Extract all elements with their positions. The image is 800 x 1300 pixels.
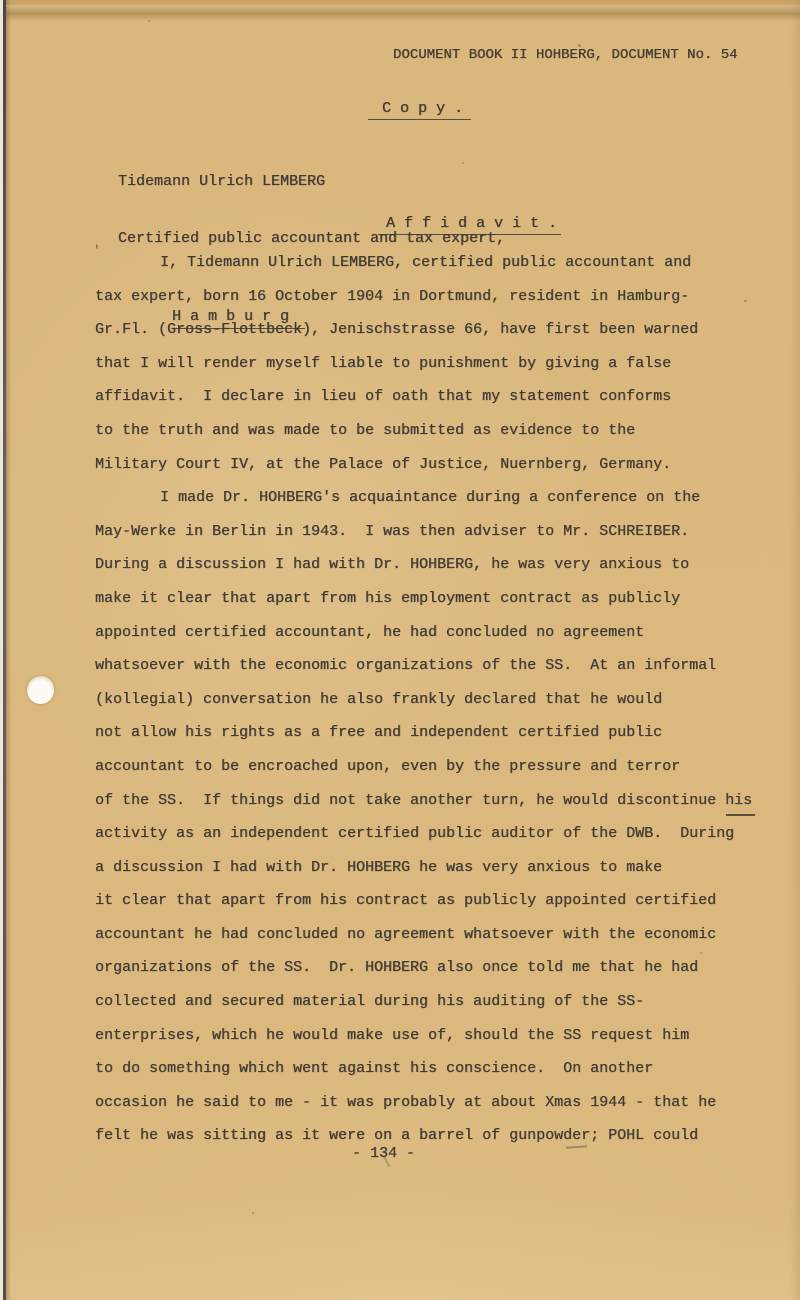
typed-line: Military Court IV, at the Palace of Justice, Nuernberg, Germany. <box>95 455 672 473</box>
typed-line: whatsoever with the economic organizations of the SS. At an informal <box>95 657 717 675</box>
typed-line: to do something which went against his conscience. On another <box>95 1060 654 1078</box>
author-profession: Certified public accountant and tax expert, <box>118 230 506 248</box>
copy-label-text: C o p y . <box>368 100 471 120</box>
paper-speck <box>252 1212 254 1214</box>
scan-edge-shadow <box>6 0 11 1300</box>
paper-speck <box>578 44 581 47</box>
affidavit-body <box>95 246 785 1153</box>
paper-speck <box>520 702 522 704</box>
typed-line: During a discussion I had with Dr. HOHBERG, he was very anxious to <box>95 556 690 574</box>
paper-speck <box>700 952 702 954</box>
affidavit-title-text: A f f i d a v i t . <box>378 215 561 235</box>
typed-line: (kollegial) conversation he also frankly declared that he would <box>95 690 663 708</box>
typed-line: accountant to be encroached upon, even by the pressure and terror <box>95 757 681 775</box>
typed-line: that I will render myself liable to punishment by giving a false <box>95 354 672 372</box>
typed-line: occasion he said to me - it was probably at about Xmas 1944 - that he <box>95 1093 717 1111</box>
typed-line: make it clear that apart from his employment contract as publicly <box>95 589 681 607</box>
typed-line: accountant he had concluded no agreement whatsoever with the economic <box>95 925 717 943</box>
hole-punch <box>27 676 54 704</box>
typed-line: to the truth and was made to be submitted as evidence to the <box>95 421 636 439</box>
author-city-text: H a m b u r g <box>172 307 305 329</box>
typed-line: collected and secured material during his auditing of the SS- <box>95 993 645 1011</box>
typed-line: activity as an independent certified public auditor of the DWB. During <box>95 825 735 843</box>
typed-line: affidavit. I declare in lieu of oath that my statement conforms <box>95 388 672 406</box>
typed-line: of the SS. If things did not take another turn, he would discontinue his <box>95 791 753 809</box>
typed-line: appointed certified accountant, he had concluded no agreement <box>95 623 645 641</box>
typed-line: Gr.Fl. (Gross-Flottbeck), Jenischstrasse 66, have first been warned <box>95 321 699 339</box>
typed-line: organizations of the SS. Dr. HOHBERG also once told me that he had <box>95 959 699 977</box>
typed-line: not allow his rights as a free and independent certified public <box>95 724 663 742</box>
typed-line: I, Tidemann Ulrich LEMBERG, certified public accountant and <box>160 254 692 271</box>
paper-speck <box>462 162 464 164</box>
typed-line: a discussion I had with Dr. HOHBERG he was very anxious to make <box>95 858 663 876</box>
typed-line: May-Werke in Berlin in 1943. I was then adviser to Mr. SCHREIBER. <box>95 522 690 540</box>
his-word-underline <box>726 814 755 816</box>
paper-speck <box>744 300 747 302</box>
paper-top-crease <box>6 5 800 21</box>
page-number: - 134 - <box>352 1145 416 1162</box>
typed-line: felt he was sitting as it were on a barrel of gunpowder; POHL could <box>95 1127 699 1145</box>
copy-label <box>346 83 471 137</box>
document-reference: DOCUMENT BOOK II HOHBERG, DOCUMENT No. 54 <box>393 47 738 63</box>
affidavit-title <box>350 198 561 252</box>
paper-right-shade <box>790 0 800 1300</box>
stray-ink-mark: ' <box>93 243 101 258</box>
typed-line: tax expert, born 16 October 1904 in Dortmund, resident in Hamburg- <box>95 287 690 305</box>
typed-line: enterprises, which he would make use of, should the SS request him <box>95 1026 690 1044</box>
author-name: Tidemann Ulrich LEMBERG <box>118 172 326 190</box>
paper-speck <box>148 20 150 22</box>
typed-line: it clear that apart from his contract as publicly appointed certified <box>95 892 717 910</box>
typed-line: I made Dr. HOHBERG's acquaintance during a conference on the <box>160 489 701 507</box>
